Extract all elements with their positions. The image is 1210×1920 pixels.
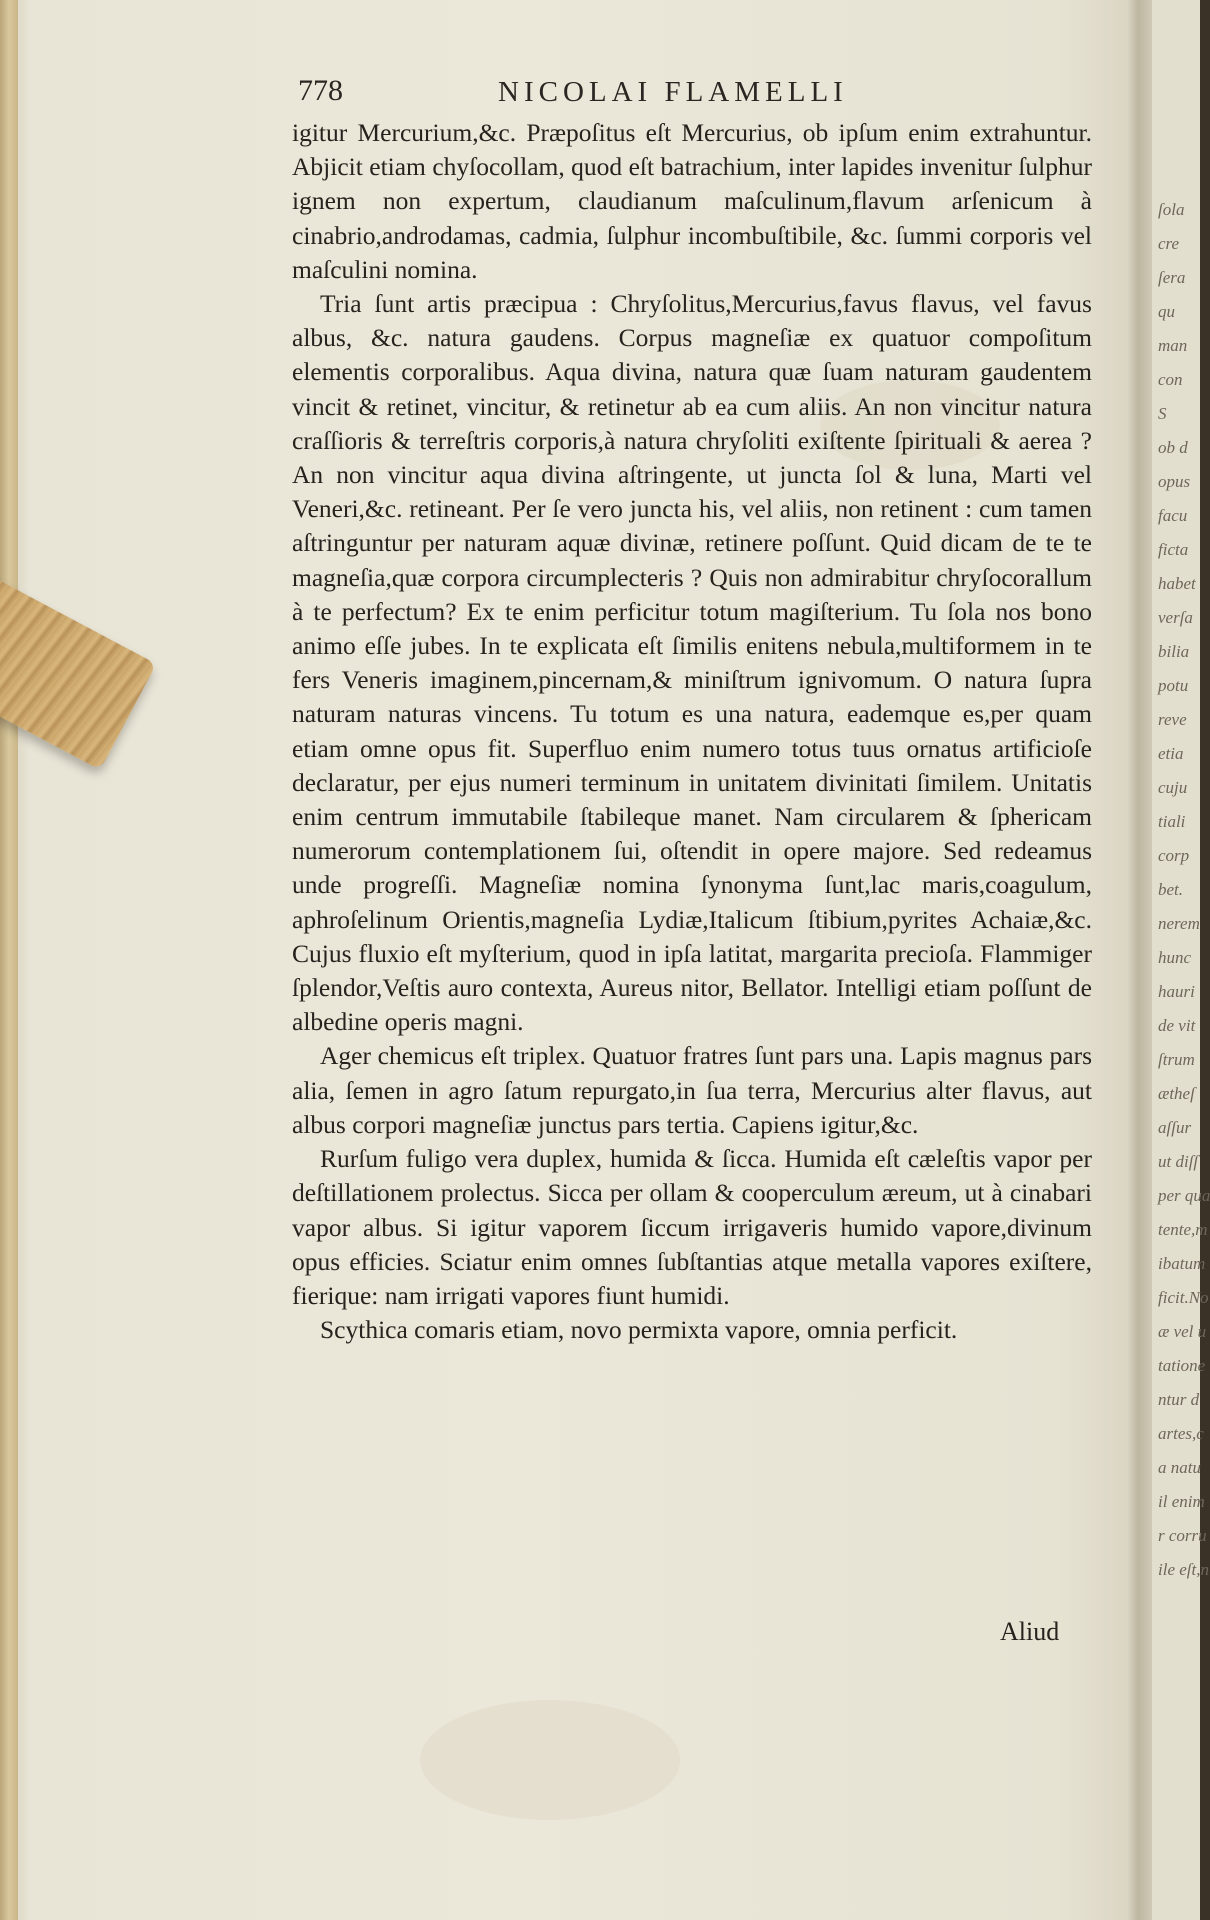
paper-stain (420, 1700, 680, 1820)
facing-page-fragment: r corru (1158, 1526, 1207, 1545)
facing-page-fragment: verſa (1158, 608, 1193, 627)
page-header (298, 74, 1088, 114)
paragraph: Scythica comaris etiam, novo permixta vapore, omnia perficit. (320, 1315, 958, 1345)
facing-page-fragment: habet (1158, 574, 1196, 593)
facing-page-fragment: man (1158, 336, 1188, 355)
paragraph: igitur Mercurium,&c. Præpoſitus eſt Mercurius, ob ipſum enim extrahuntur. Abjicit etiam chyſocollam, quod eſt batrachium, inter lapides invenitur ſulphur ignem non expertum, claudianum maſculinum,flavum arſenicum à cinabrio,androdamas, cadmia, ſulphur incombuſtibile, &c. ſummi corporis vel maſculini nomina. (292, 118, 1092, 284)
facing-page-fragment: ficit.No (1158, 1288, 1209, 1307)
paragraph: Rurſum fuligo vera duplex, humida & ſicca. Humida eſt cæleſtis vapor per deſtillationem prolectus. Sicca per ollam & cooperculum æreum, ut à cinabari vapor albus. Si igitur vaporem ſiccum irrigaveris humido vapore,divinum opus efficies. Sciatur enim omnes ſubſtantias atque metalla vapores exiſtere, fierique: nam irrigati vapores fiunt humidi. (292, 1144, 1092, 1310)
facing-page-fragment: ile eſt,n (1158, 1560, 1209, 1579)
facing-page-fragment: tiali (1158, 812, 1186, 831)
facing-page-fragment: ſola (1158, 200, 1185, 219)
facing-page-fragment: opus (1158, 472, 1191, 491)
facing-page-fragment: per qua (1158, 1186, 1210, 1205)
book-spine-edge (0, 0, 18, 1920)
facing-page-fragment: ſtrum (1158, 1050, 1195, 1069)
facing-page-edge (1152, 0, 1210, 1920)
facing-page-fragment: tatione (1158, 1356, 1206, 1375)
facing-page-fragment: facu (1158, 506, 1188, 525)
facing-page-fragment: cuju (1158, 778, 1188, 797)
facing-page-fragment: potu (1158, 676, 1189, 695)
facing-page-fragment: artes,c (1158, 1424, 1204, 1443)
facing-page-fragment: nerem (1158, 914, 1200, 933)
body-text (292, 116, 1092, 1347)
facing-page-fragment: æ vel u (1158, 1322, 1207, 1341)
facing-page-fragment: a natu (1158, 1458, 1201, 1477)
facing-page-fragment: ficta (1158, 540, 1189, 559)
facing-page-fragment: il enim (1158, 1492, 1205, 1511)
facing-page-fragment: ut diſſ (1158, 1152, 1199, 1171)
book-gutter (1128, 0, 1152, 1920)
facing-page-fragment: ſera (1158, 268, 1186, 287)
facing-page-fragment: bilia (1158, 642, 1190, 661)
facing-page-fragment: ntur d (1158, 1390, 1200, 1409)
facing-page-fragment: tente,m (1158, 1220, 1208, 1239)
facing-page-fragment: qu (1158, 302, 1175, 321)
facing-page-fragment: ob d (1158, 438, 1188, 457)
catchword: Aliud (1000, 1617, 1060, 1646)
facing-page-fragment: cre (1158, 234, 1180, 253)
facing-page-fragment: hunc (1158, 948, 1192, 967)
paragraph: Ager chemicus eſt triplex. Quatuor fratres ſunt pars una. Lapis magnus pars alia, ſemen in agro ſatum repurgato,in ſua terra, Mercurius alter flavus, aut albus corpori magneſiæ junctus pars tertia. Capiens igitur,&c. (292, 1041, 1092, 1139)
facing-page-fragment: hauri (1158, 982, 1195, 1001)
facing-page-fragment: de vit (1158, 1016, 1196, 1035)
facing-page-fragment: bet. (1158, 880, 1184, 899)
page-number: 778 (298, 74, 343, 107)
paragraph: Tria ſunt artis præcipua : Chryſolitus,Mercurius,favus flavus, vel favus albus, &c. natura gaudens. Corpus magneſiæ ex quatuor compoſitum elementis corporalibus. Aqua divina, natura quæ ſuam naturam gaudentem vincit & retinet, vincitur, & retinetur ab ea cum aliis. An non vincitur natura craſſioris & terreſtris corporis,à natura chryſoliti exiſtente ſpirituali & aerea ? An non vincitur aqua divina aſtringente, ut juncta ſol & luna, Marti vel Veneri,&c. retineant. Per ſe vero juncta his, vel aliis, non retinent : cum tamen aſtringuntur per naturam aquæ divinæ, retinere poſſunt. Quid dicam de te te magneſia,quæ corpora circumplecteris ? Quis non admirabitur chryſocorallum à te perfectum? Ex te enim perficitur totum magiſterium. Tu ſola nos bono animo eſſe jubes. In te explicata eſt ſimilis enitens nebula,multiformem in te fers Veneris imaginem,pincernam,& miniſtrum ignivomum. O natura ſupra naturam naturas vincens. Tu totum es una natura, eademque es,per quam etiam omne opus fit. Superfluo enim numero totus tuus ornatus artificioſe declaratur, per ejus numeri terminum in unitatem divinitati ſimilem. Unitatis enim centrum immutabile ſtabileque manet. Nam circularem & ſphericam numerorum contemplationem ſui, oſtendit in opere majore. Sed redeamus unde progreſſi. Magneſiæ nomina ſynonyma ſunt,lac maris,coagulum, aphroſelinum Orientis,magneſia Lydiæ,Italicum ſtibium,pyrites Achaiæ,&c. Cujus fluxio eſt myſterium, quod in ipſa latitat, margarita precioſa. Flammiger ſplendor,Veſtis auro contexta, Aureus nitor, Bellator. Intelligi etiam poſſunt de albedine operis magni. (292, 289, 1092, 1037)
facing-page-fragment: con (1158, 370, 1183, 389)
facing-page-fragment: S (1158, 404, 1167, 423)
facing-page-fragment: corp (1158, 846, 1190, 865)
running-title: NICOLAI FLAMELLI (498, 76, 848, 108)
facing-page-fragment: aſſur (1158, 1118, 1192, 1137)
facing-page-fragment: ibatum (1158, 1254, 1206, 1273)
facing-page-fragment: ætheſ (1158, 1084, 1195, 1103)
facing-page-fragment: etia (1158, 744, 1184, 763)
facing-page-fragment: reve (1158, 710, 1187, 729)
